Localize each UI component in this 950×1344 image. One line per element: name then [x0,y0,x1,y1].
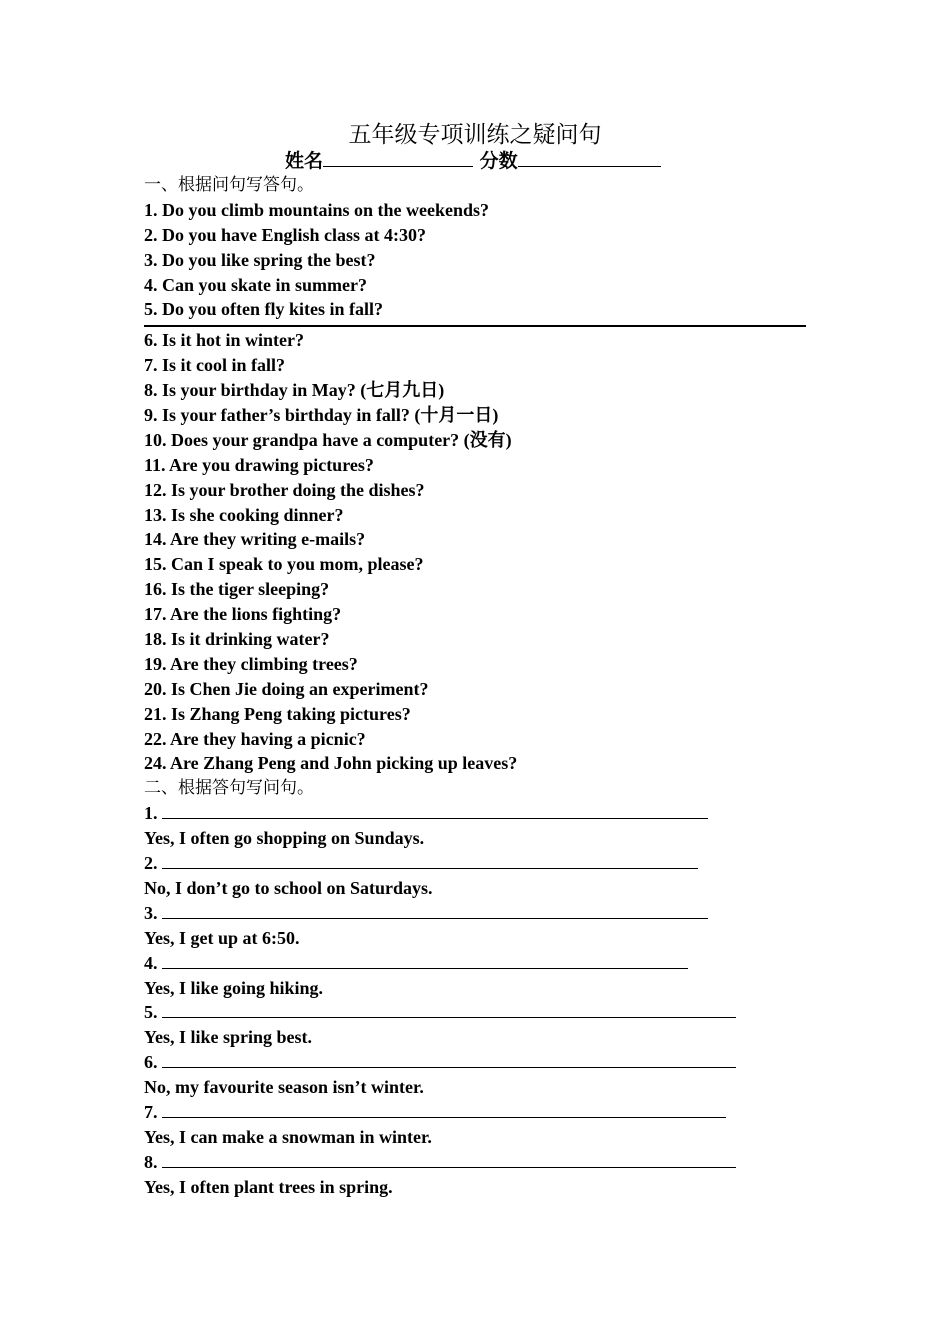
question-13: 13. Is she cooking dinner? [144,504,344,525]
answer-blank-5[interactable] [162,1001,736,1018]
item-number: 6. [144,1052,158,1073]
question-10: 10. Does your grandpa have a computer? (没有) [144,429,512,450]
answer-2: No, I don’t go to school on Saturdays. [144,877,433,898]
question-1: 1. Do you climb mountains on the weekends? [144,199,490,220]
question-21: 21. Is Zhang Peng taking pictures? [144,703,411,724]
question-12: 12. Is your brother doing the dishes? [144,479,425,500]
answer-blank-3[interactable] [162,902,708,919]
question-16: 16. Is the tiger sleeping? [144,579,330,600]
item-number: 5. [144,1002,158,1023]
section-1-heading: 一、根据问句写答句。 [144,175,314,195]
blank-line-8 [144,1150,824,1175]
answer-blank-8[interactable] [162,1151,736,1168]
name-label: 姓名 [285,150,324,172]
question-11: 11. Are you drawing pictures? [144,454,374,475]
item-number: 4. [144,952,158,973]
answer-blank-4[interactable] [162,952,688,969]
answer-blank-6[interactable] [162,1051,736,1068]
question-8: 8. Is your birthday in May? (七月九日) [144,380,445,401]
page-title: 五年级专项训练之疑问句 [348,122,602,148]
answer-1: Yes, I often go shopping on Sundays. [144,828,425,849]
blank-line-5 [144,1000,824,1025]
question-3: 3. Do you like spring the best? [144,249,376,270]
score-label: 分数 [479,150,518,172]
name-score-bar [285,148,661,174]
question-2: 2. Do you have English class at 4:30? [144,224,427,245]
question-20: 20. Is Chen Jie doing an experiment? [144,678,429,699]
answer-7: Yes, I can make a snowman in winter. [144,1126,432,1147]
answer-6: No, my favourite season isn’t winter. [144,1077,424,1098]
blank-line-1 [144,801,824,826]
answer-blank-1[interactable] [162,802,708,819]
answer-blank-2[interactable] [162,852,698,869]
question-6: 6. Is it hot in winter? [144,330,305,351]
question-15: 15. Can I speak to you mom, please? [144,554,424,575]
blank-line-6 [144,1050,824,1075]
score-blank[interactable] [518,148,661,167]
blank-line-2 [144,851,824,876]
divider-rule [144,325,806,327]
section-2-heading: 二、根据答句写问句。 [144,778,314,799]
answer-blank-7[interactable] [162,1101,726,1118]
question-4: 4. Can you skate in summer? [144,274,368,295]
item-number: 7. [144,1101,158,1122]
name-blank[interactable] [323,148,473,167]
item-number: 2. [144,853,158,874]
answer-4: Yes, I like going hiking. [144,977,324,998]
question-14: 14. Are they writing e-mails? [144,529,366,550]
item-number: 8. [144,1151,158,1172]
answer-5: Yes, I like spring best. [144,1027,313,1048]
question-9: 9. Is your father’s birthday in fall? (十月一日) [144,405,499,426]
question-22: 22. Are they having a picnic? [144,728,366,749]
answer-3: Yes, I get up at 6:50. [144,927,300,948]
question-7: 7. Is it cool in fall? [144,355,286,376]
question-24: 24. Are Zhang Peng and John picking up leaves? [144,753,518,774]
answer-8: Yes, I often plant trees in spring. [144,1176,393,1197]
question-18: 18. Is it drinking water? [144,629,330,650]
item-number: 1. [144,803,158,824]
question-5: 5. Do you often fly kites in fall? [144,299,384,320]
question-17: 17. Are the lions fighting? [144,604,342,625]
item-number: 3. [144,902,158,923]
blank-line-3 [144,901,824,926]
question-19: 19. Are they climbing trees? [144,653,358,674]
blank-line-7 [144,1100,824,1125]
blank-line-4 [144,951,824,976]
worksheet-content [144,173,824,1200]
